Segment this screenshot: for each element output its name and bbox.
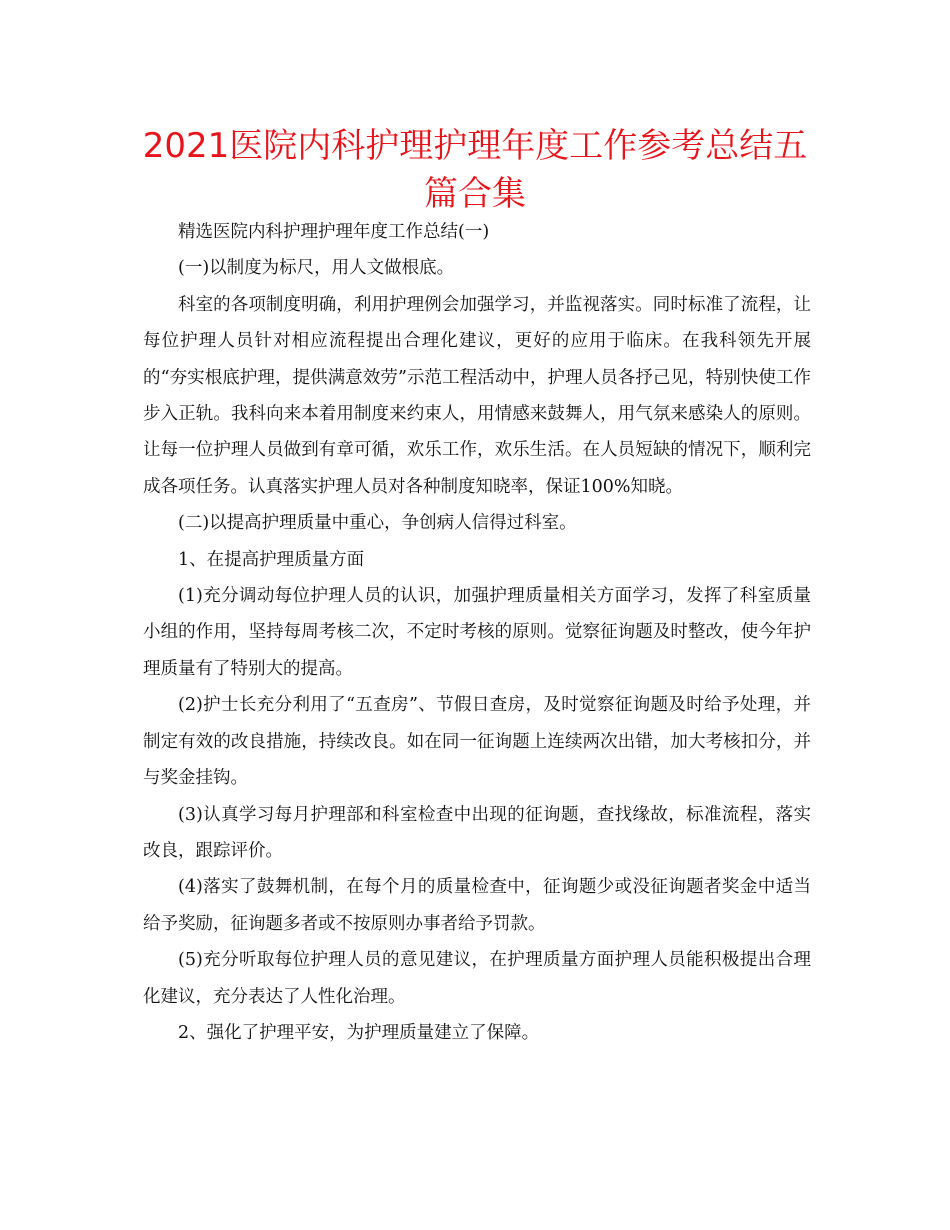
paragraph: 1、在提高护理质量方面 [178,549,365,570]
paragraph: 科室的各项制度明确，利用护理例会加强学习，并监视落实。同时标准了流程，让每位护理人员针对相应流程提出合理化建议，更好的应用于临床。在我科领先开展的“夯实根底护理，提供满意效劳”示范工程活动中，护理人员各抒己见，特别快使工作步入正轨。我科向来本着用制度来约束人，用情感来鼓舞人，用气氛来感染人的原则。让每一位护理人员做到有章可循，欢乐工作，欢乐生活。在人员短缺的情况下，顺利完成各项任务。认真落实护理人员对各种制度知晓率，保证100%知晓。 [143,294,811,497]
paragraph: (3)认真学习每月护理部和科室检查中出现的征询题，查找缘故，标准流程，落实改良，跟踪评价。 [143,804,811,861]
paragraph: (5)充分听取每位护理人员的意见建议，在护理质量方面护理人员能积极提出合理化建议，充分表达了人性化治理。 [143,950,811,1007]
paragraph: 2、强化了护理平安，为护理质量建立了保障。 [178,1022,540,1043]
paragraph: (1)充分调动每位护理人员的认识，加强护理质量相关方面学习，发挥了科室质量小组的作用，坚持每周考核二次，不定时考核的原则。觉察征询题及时整改，使今年护理质量有了特别大的提高。 [143,586,811,679]
paragraph: (4)落实了鼓舞机制，在每个月的质量检查中，征询题少或没征询题者奖金中适当给予奖励，征询题多者或不按原则办事者给予罚款。 [143,877,811,934]
document-body [143,214,811,1051]
paragraph: (二)以提高护理质量中重心，争创病人信得过科室。 [178,513,577,534]
paragraph: (2)护士长充分利用了“五查房”、节假日查房，及时觉察征询题及时给予处理，并制定有效的改良措施，持续改良。如在同一征询题上连续两次出错，加大考核扣分，并与奖金挂钩。 [143,695,811,789]
paragraph: (一)以制度为标尺，用人文做根底。 [178,258,455,279]
document-title: 2021医院内科护理护理年度工作参考总结五篇合集 [142,126,808,214]
paragraph: 精选医院内科护理护理年度工作总结(一) [178,222,490,242]
